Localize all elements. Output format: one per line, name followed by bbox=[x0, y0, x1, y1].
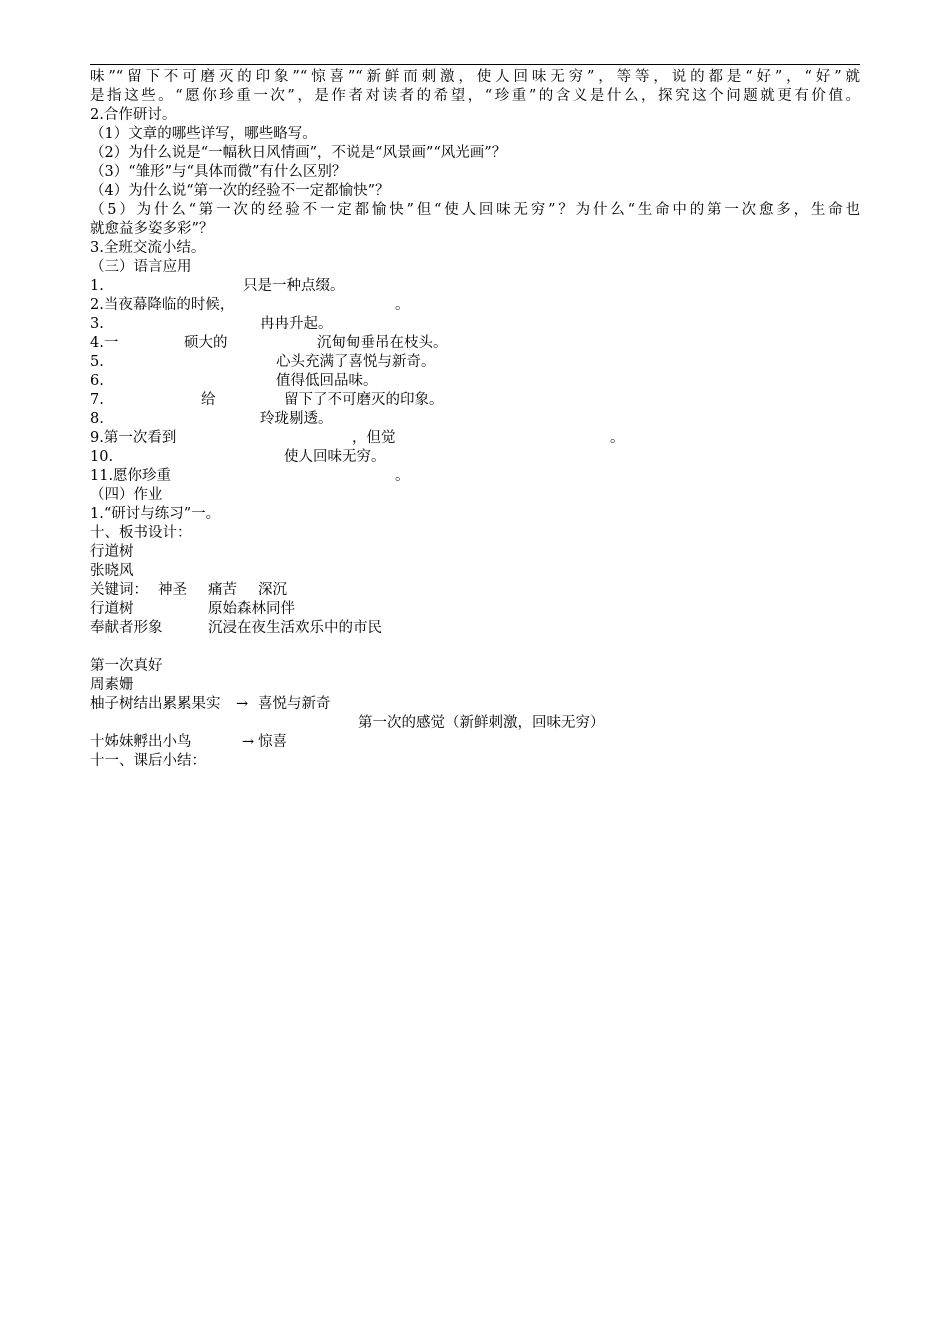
board-title: 第一次真好 bbox=[90, 658, 163, 674]
question-item: （1）文章的哪些详写，哪些略写。 bbox=[90, 126, 317, 142]
step-heading: 2.合作研讨。 bbox=[90, 107, 177, 123]
fill-item: 7. 给 留下了不可磨灭的印象。 bbox=[90, 392, 444, 408]
step-heading: 3.全班交流小结。 bbox=[90, 240, 206, 256]
fill-item: 1. 只是一种点缀。 bbox=[90, 278, 345, 294]
fill-item: 3. 冉冉升起。 bbox=[90, 316, 333, 332]
fill-item: 4.一 硕大的 沉甸甸垂吊在枝头。 bbox=[90, 335, 448, 351]
board-row: 柚子树结出累累果实 → 喜悦与新奇 bbox=[90, 696, 331, 712]
paragraph-line: 味”“留下不可磨灭的印象”“惊喜”“新鲜而刺激，使人回味无穷”，等等，说的都是“好”，“好”就 bbox=[90, 69, 860, 85]
board-author: 周素姗 bbox=[90, 677, 134, 693]
board-row: 奉献者形象 沉浸在夜生活欢乐中的市民 bbox=[90, 620, 382, 636]
fill-item: 10. 使人回味无穷。 bbox=[90, 449, 386, 465]
fill-item: 6. 值得低回品味。 bbox=[90, 373, 378, 389]
question-item: （5）为什么“第一次的经验不一定都愉快”但“使人回味无穷”？为什么“生命中的第一次愈多，生命也 bbox=[90, 202, 860, 218]
section-heading: 十、板书设计： bbox=[90, 525, 192, 541]
question-item: （2）为什么说是“一幅秋日风情画”，不说是“风景画”“风光画”？ bbox=[90, 145, 507, 161]
board-title: 行道树 bbox=[90, 544, 134, 560]
fill-item: 5. 心头充满了喜悦与新奇。 bbox=[90, 354, 436, 370]
section-heading: （四）作业 bbox=[90, 487, 163, 503]
question-item: （3）“雏形”与“具体而微”有什么区别？ bbox=[90, 164, 347, 180]
board-keywords: 关键词： 神圣 痛苦 深沉 bbox=[90, 582, 287, 598]
header-rule bbox=[90, 64, 860, 65]
question-item: 就愈益多姿多彩”？ bbox=[90, 221, 214, 237]
arrow-icon: → bbox=[242, 734, 255, 750]
homework-item: 1.“研讨与练习”一。 bbox=[90, 506, 221, 522]
board-center: 第一次的感觉（新鲜刺激，回味无穷） bbox=[358, 715, 605, 731]
fill-item: 2.当夜幕降临的时候， 。 bbox=[90, 297, 410, 313]
board-row: 十姊妹孵出小鸟 → 惊喜 bbox=[90, 734, 287, 750]
question-item: （4）为什么说“第一次的经验不一定都愉快”？ bbox=[90, 183, 390, 199]
board-author: 张晓风 bbox=[90, 563, 134, 579]
fill-item: 8. 玲珑剔透。 bbox=[90, 411, 333, 427]
arrow-icon: → bbox=[236, 696, 249, 712]
section-heading: （三）语言应用 bbox=[90, 259, 192, 275]
section-heading: 十一、课后小结： bbox=[90, 753, 206, 769]
board-row: 行道树 原始森林同伴 bbox=[90, 601, 295, 617]
paragraph-line: 是指这些。“愿你珍重一次”，是作者对读者的希望，“珍重”的含义是什么，探究这个问题就更有价值。 bbox=[90, 88, 860, 104]
fill-item: 9.第一次看到 ，但觉 。 bbox=[90, 430, 625, 446]
fill-item: 11.愿你珍重 。 bbox=[90, 468, 410, 484]
